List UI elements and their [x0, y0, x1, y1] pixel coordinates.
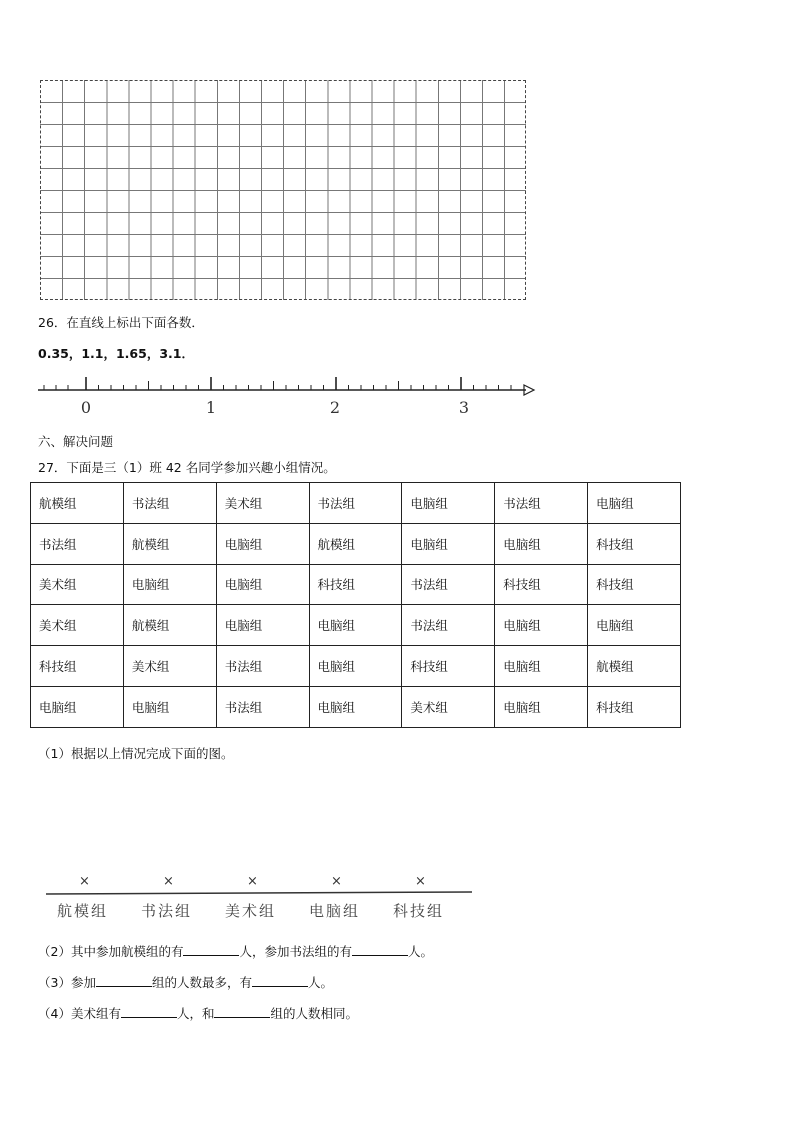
axis-label-3: 3 — [458, 398, 470, 417]
table-cell: 美术组 — [31, 564, 124, 605]
sub2-text1: （2）其中参加航模组的有 — [38, 944, 184, 959]
table-cell: 电脑组 — [495, 646, 588, 687]
table-cell: 电脑组 — [402, 523, 495, 564]
table-row — [31, 686, 681, 727]
survey-table — [30, 482, 681, 728]
answer-blank-shufa[interactable] — [352, 943, 408, 956]
x-marker: × — [331, 874, 342, 889]
q27-sub1: （1）根据以上情况完成下面的图。 — [38, 746, 234, 761]
table-cell: 电脑组 — [123, 564, 216, 605]
axis-label-1: 1 — [205, 398, 217, 417]
table-row — [31, 646, 681, 687]
x-marker: × — [247, 874, 258, 889]
baseline-line — [46, 892, 472, 894]
answer-blank-most-count[interactable] — [252, 974, 308, 987]
table-cell: 书法组 — [402, 564, 495, 605]
table-cell: 电脑组 — [309, 686, 402, 727]
table-cell: 美术组 — [402, 686, 495, 727]
table-cell: 航模组 — [309, 523, 402, 564]
table-cell: 科技组 — [402, 646, 495, 687]
q27-sub2 — [38, 942, 433, 960]
table-cell: 科技组 — [31, 646, 124, 687]
q26-numbers: 0.35，1.1，1.65，3.1． — [38, 346, 194, 361]
table-cell: 电脑组 — [216, 523, 309, 564]
table-cell: 科技组 — [588, 686, 681, 727]
x-marker: × — [415, 874, 426, 889]
table-cell: 美术组 — [31, 605, 124, 646]
sub2-text3: 人。 — [407, 944, 433, 959]
table-cell: 电脑组 — [495, 523, 588, 564]
table-cell: 书法组 — [495, 483, 588, 524]
table-cell: 航模组 — [123, 523, 216, 564]
table-cell: 电脑组 — [588, 483, 681, 524]
table-cell: 电脑组 — [31, 686, 124, 727]
axis-label-0: 0 — [80, 398, 92, 417]
table-cell: 电脑组 — [216, 564, 309, 605]
x-marker: × — [163, 874, 174, 889]
answer-blank-hangmo[interactable] — [183, 943, 239, 956]
table-cell: 电脑组 — [123, 686, 216, 727]
axis-label-2: 2 — [329, 398, 341, 417]
number-line-ticks — [44, 377, 511, 390]
answer-blank-most-group[interactable] — [96, 974, 152, 987]
pictograph-baseline — [40, 872, 480, 898]
table-cell: 电脑组 — [495, 686, 588, 727]
table-cell: 书法组 — [216, 646, 309, 687]
table-row — [31, 483, 681, 524]
table-cell: 电脑组 — [402, 483, 495, 524]
table-cell: 电脑组 — [588, 605, 681, 646]
table-cell: 书法组 — [31, 523, 124, 564]
grid-paper — [40, 80, 526, 300]
table-cell: 电脑组 — [495, 605, 588, 646]
category-label: 电脑组 — [309, 902, 361, 920]
table-cell: 书法组 — [123, 483, 216, 524]
x-marker: × — [79, 874, 90, 889]
table-cell: 科技组 — [309, 564, 402, 605]
table-cell: 电脑组 — [216, 605, 309, 646]
category-label: 美术组 — [225, 902, 277, 920]
table-cell: 科技组 — [588, 564, 681, 605]
answer-blank-meishu-count[interactable] — [121, 1005, 177, 1018]
category-label: 航模组 — [57, 902, 109, 920]
table-cell: 电脑组 — [309, 646, 402, 687]
sub4-text3: 组的人数相同。 — [270, 1006, 358, 1021]
table-row — [31, 523, 681, 564]
category-label: 书法组 — [141, 902, 193, 920]
q27-sub4 — [38, 1004, 358, 1022]
q26-title: 26．在直线上标出下面各数． — [38, 315, 204, 330]
table-cell: 书法组 — [402, 605, 495, 646]
table-cell: 航模组 — [31, 483, 124, 524]
sub4-text1: （4）美术组有 — [38, 1006, 121, 1021]
sub3-text2: 组的人数最多，有 — [151, 975, 252, 990]
table-row — [31, 564, 681, 605]
answer-blank-same-group[interactable] — [214, 1005, 270, 1018]
table-cell: 美术组 — [123, 646, 216, 687]
table-cell: 科技组 — [588, 523, 681, 564]
q27-title: 27．下面是三（1）班 42 名同学参加兴趣小组情况。 — [38, 460, 336, 475]
sub3-text3: 人。 — [307, 975, 333, 990]
table-cell: 书法组 — [216, 686, 309, 727]
sub3-text1: （3）参加 — [38, 975, 96, 990]
table-cell: 书法组 — [309, 483, 402, 524]
table-cell: 航模组 — [588, 646, 681, 687]
table-row — [31, 605, 681, 646]
table-cell: 航模组 — [123, 605, 216, 646]
category-label: 科技组 — [393, 902, 445, 920]
table-cell: 电脑组 — [309, 605, 402, 646]
sub4-text2: 人，和 — [176, 1006, 215, 1021]
number-line — [30, 372, 550, 420]
sub2-text2: 人，参加书法组的有 — [239, 944, 352, 959]
table-cell: 美术组 — [216, 483, 309, 524]
section-title: 六、解决问题 — [38, 434, 114, 449]
table-cell: 科技组 — [495, 564, 588, 605]
q27-sub3 — [38, 973, 333, 991]
